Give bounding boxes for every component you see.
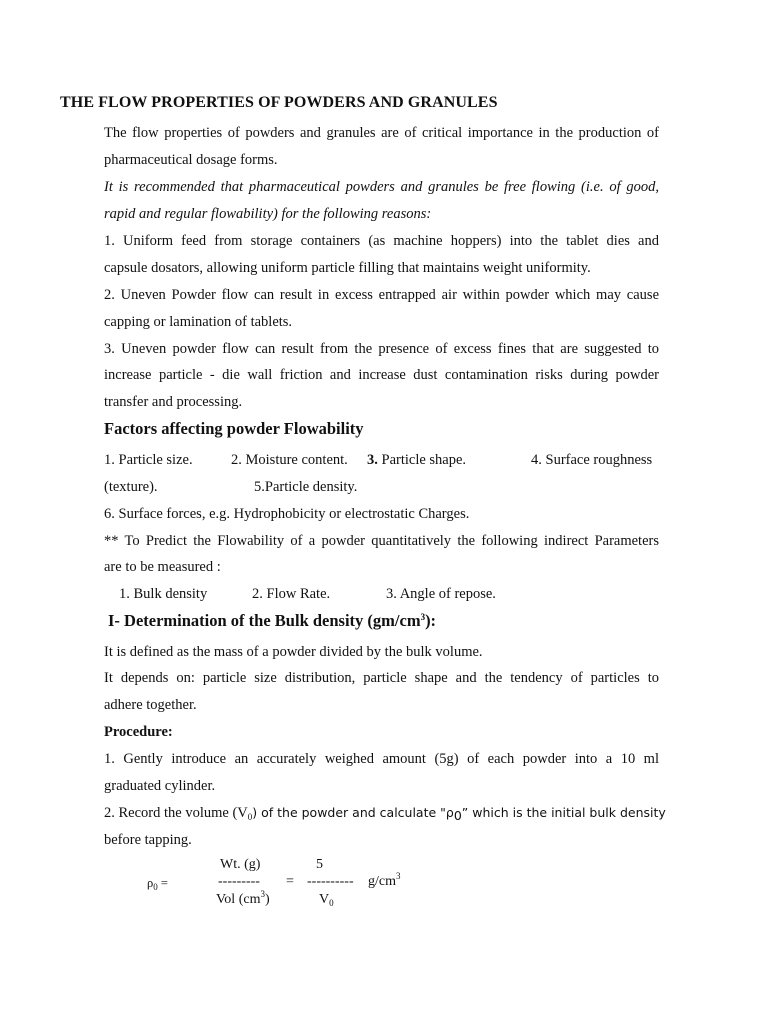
factor-3-text: Particle shape. xyxy=(377,452,467,468)
bulk-definition: It is defined as the mass of a powder divided by the bulk volume. xyxy=(104,644,483,660)
formula-fraction-bar-left: --------- xyxy=(218,874,260,889)
reason-2-line-1: 2. Uneven Powder flow can result in excess entrapped air within powder which may cause xyxy=(104,287,659,303)
reason-1-line-2: capsule dosators, allowing uniform particle filling that maintains weight uniformity. xyxy=(104,260,591,276)
bulk-depends-line-1: It depends on: particle size distribution, particle shape and the tendency of particles to xyxy=(104,670,659,686)
formula-equals-1: = xyxy=(160,876,168,890)
procedure-step-1-line-1: 1. Gently introduce an accurately weighed amount (5g) of each powder into a 10 ml xyxy=(104,751,659,767)
intro-italic-line-1: It is recommended that pharmaceutical powders and granules be free flowing (i.e. of good, xyxy=(104,179,659,195)
reason-2-line-2: capping or lamination of tablets. xyxy=(104,314,293,330)
bulk-heading-close: ): xyxy=(425,611,437,630)
parameter-angle-of-repose: 3. Angle of repose. xyxy=(386,586,496,602)
predict-line-2: are to be measured : xyxy=(104,559,221,575)
bulk-heading-superscript: 3 xyxy=(420,612,426,622)
parameter-flow-rate: 2. Flow Rate. xyxy=(252,586,331,602)
step-2-part-c: ” which is the initial bulk density xyxy=(461,805,666,820)
factors-heading: Factors affecting powder Flowability xyxy=(104,419,364,438)
factor-moisture: 2. Moisture content. xyxy=(231,452,348,468)
reason-1-line-1: 1. Uniform feed from storage containers (as machine hoppers) into the tablet dies and xyxy=(104,233,659,249)
formula-unit-text: g/cm xyxy=(368,874,396,889)
formula-den-right-text: V xyxy=(319,892,330,907)
step-2-sub-v0: 0 xyxy=(247,812,253,822)
formula-numerator-right: 5 xyxy=(316,857,323,872)
formula-fraction-bar-right: ---------- xyxy=(307,874,354,889)
formula-den-left-close: ) xyxy=(264,892,270,907)
step-2-sub-rho0: 0 xyxy=(453,808,462,823)
step-2-part-a: 2. Record the volume (V xyxy=(104,805,248,821)
procedure-step-2-line-2: before tapping. xyxy=(104,832,192,848)
formula-den-left-superscript: 3 xyxy=(260,889,265,899)
factor-particle-shape xyxy=(367,451,466,469)
reason-3-line-1: 3. Uneven powder flow can result from the presence of excess fines that are suggested to xyxy=(104,341,659,357)
formula-denominator-right xyxy=(319,892,334,908)
factor-particle-size: 1. Particle size. xyxy=(104,452,193,468)
bulk-depends-line-2: adhere together. xyxy=(104,697,197,713)
reason-3-line-2: increase particle - die wall friction and increase dust contamination risks during powder xyxy=(104,367,659,383)
reason-3-line-3: transfer and processing. xyxy=(104,394,243,410)
procedure-heading: Procedure: xyxy=(104,724,173,740)
intro-italic-line-2: rapid and regular flowability) for the following reasons: xyxy=(104,206,432,222)
factor-texture: (texture). xyxy=(104,479,158,495)
page-title: THE FLOW PROPERTIES OF POWDERS AND GRANULES xyxy=(60,94,498,111)
predict-line-1: ** To Predict the Flowability of a powder quantitatively the following indirect Parameters xyxy=(104,533,659,549)
formula-den-right-subscript: 0 xyxy=(329,898,334,908)
factor-3-number: 3. xyxy=(367,452,378,468)
bulk-density-heading xyxy=(108,612,436,630)
intro-line-1: The flow properties of powders and granules are of critical importance in the production of xyxy=(104,125,659,141)
step-2-part-b: ) of the powder and calculate "ρ xyxy=(252,805,454,820)
procedure-step-2-line-1 xyxy=(104,804,666,823)
factor-surface-roughness: 4. Surface roughness xyxy=(531,452,653,468)
bulk-heading-text: I- Determination of the Bulk density (gm/cm xyxy=(108,611,421,630)
formula-equals-2: = xyxy=(286,874,294,889)
formula-rho-symbol: ρ xyxy=(147,876,154,890)
formula-rho xyxy=(147,876,168,891)
factor-particle-density: 5.Particle density. xyxy=(254,479,358,495)
parameter-bulk-density: 1. Bulk density xyxy=(119,586,208,602)
formula-unit-superscript: 3 xyxy=(396,871,401,881)
formula-numerator-left: Wt. (g) xyxy=(220,857,261,872)
factor-surface-forces: 6. Surface forces, e.g. Hydrophobicity or electrostatic Charges. xyxy=(104,506,470,522)
formula-rho-subscript: 0 xyxy=(153,882,158,892)
formula-unit xyxy=(368,871,401,890)
intro-line-2: pharmaceutical dosage forms. xyxy=(104,152,278,168)
formula-denominator-left xyxy=(216,889,270,908)
formula-den-left-text: Vol (cm xyxy=(216,892,261,907)
procedure-step-1-line-2: graduated cylinder. xyxy=(104,778,216,794)
